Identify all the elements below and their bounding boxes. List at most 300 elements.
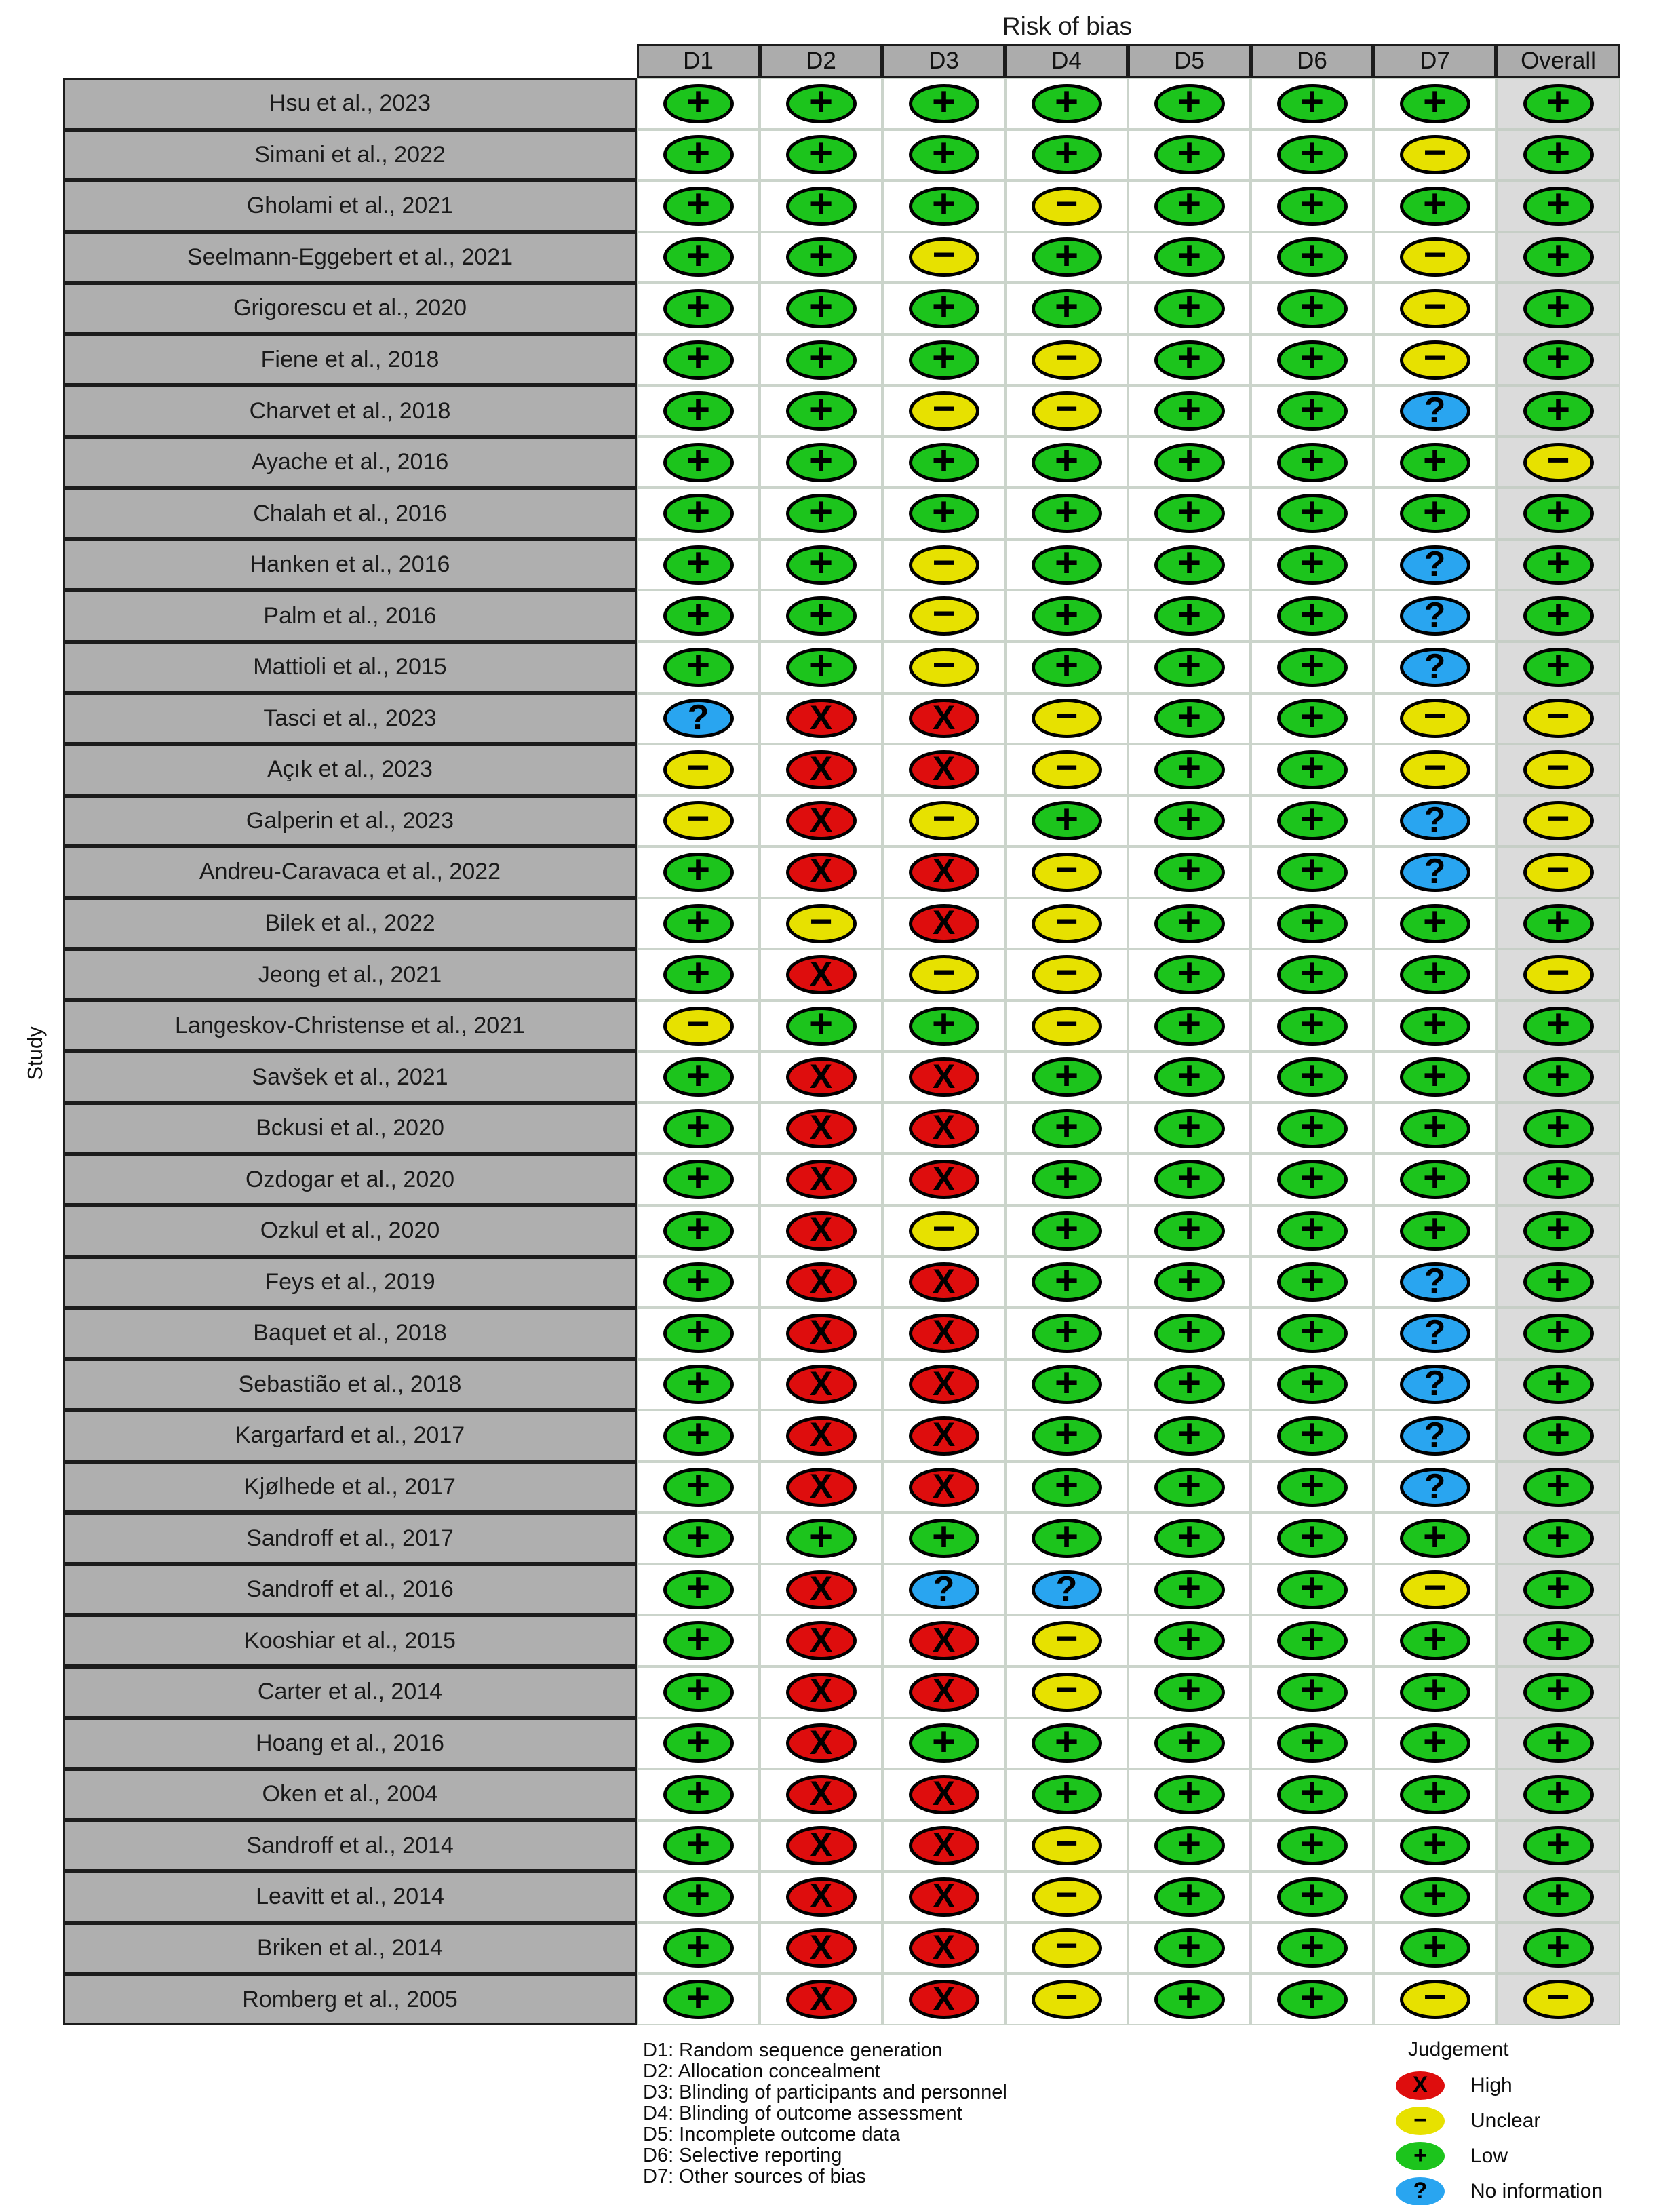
judgement-symbol: − [1423, 1565, 1447, 1609]
judgement-icon-low [1154, 1308, 1225, 1354]
judgement-cell [1251, 1051, 1373, 1103]
domain-definitions-legend [643, 2040, 1007, 2187]
judgement-icon-low [663, 1974, 734, 2021]
judgement-symbol: + [686, 437, 711, 484]
judgement-legend-item-high [1396, 2068, 1603, 2103]
judgement-icon-low [1400, 1001, 1470, 1047]
judgement-cell [1128, 1000, 1251, 1052]
judgement-cell [760, 1154, 882, 1205]
judgement-symbol: + [1300, 1820, 1325, 1867]
judgement-symbol: ? [1424, 391, 1446, 431]
judgement-icon-low [786, 130, 857, 176]
judgement-icon-high [909, 1416, 979, 1456]
judgement-icon-low [663, 1359, 734, 1405]
judgement-icon-high [786, 699, 857, 738]
judgement-symbol: + [1546, 1411, 1571, 1457]
judgement-symbol: + [1546, 488, 1571, 534]
column-header-d1: D1 [637, 44, 760, 78]
judgement-icon-low [663, 642, 734, 688]
judgement-symbol: + [1300, 1974, 1325, 2021]
judgement-symbol: + [1300, 796, 1325, 842]
judgement-cell [760, 1871, 882, 1923]
judgement-cell [760, 744, 882, 796]
judgement-cell [1128, 1718, 1251, 1770]
judgement-icon-unclear [1400, 130, 1470, 175]
judgement-cell [882, 1410, 1005, 1462]
judgement-icon-unclear [663, 745, 734, 789]
judgement-icon-high [786, 1980, 857, 2019]
judgement-symbol: + [1300, 1667, 1325, 1713]
judgement-symbol: + [808, 437, 834, 484]
judgement-cell [760, 949, 882, 1000]
judgement-icon-low [786, 79, 857, 125]
column-header-d7: D7 [1373, 44, 1496, 78]
judgement-icon-high [786, 1673, 857, 1712]
judgement-icon-low [663, 386, 734, 432]
judgement-icon-low [1277, 488, 1348, 534]
judgement-cell [1373, 1257, 1496, 1308]
judgement-cell [882, 539, 1005, 591]
judgement-cell [1373, 1974, 1496, 2025]
judgement-symbol: X [809, 1825, 833, 1864]
judgement-symbol: + [1546, 130, 1571, 176]
judgement-icon-low [1400, 1820, 1470, 1867]
judgement-cell [1251, 898, 1373, 950]
judgement-symbol: + [686, 1411, 711, 1457]
judgement-cell [1373, 130, 1496, 181]
judgement-cell [1005, 334, 1128, 386]
judgement-icon-low [786, 232, 857, 278]
judgement-icon-low [1154, 591, 1225, 637]
judgement-cell [882, 1564, 1005, 1616]
judgement-symbol: + [1177, 796, 1202, 842]
judgement-symbol: X [809, 1211, 833, 1249]
judgement-cell [760, 78, 882, 130]
judgement-cell [1373, 385, 1496, 437]
judgement-cell [1496, 1564, 1620, 1616]
judgement-icon-low [1032, 1770, 1102, 1816]
judgement-symbol: + [686, 1820, 711, 1867]
judgement-symbol: + [1054, 1770, 1079, 1816]
judgement-symbol: + [1300, 1565, 1325, 1611]
judgement-icon-unclear [1032, 899, 1102, 943]
judgement-cell [1128, 949, 1251, 1000]
study-label: Seelmann-Eggebert et al., 2021 [63, 232, 637, 284]
judgement-symbol: + [931, 1513, 956, 1559]
judgement-cell [882, 1923, 1005, 1974]
judgement-icon-high [909, 1980, 979, 2019]
judgement-symbol: X [932, 1313, 956, 1352]
judgement-cell [1373, 642, 1496, 693]
judgement-symbol: − [1423, 284, 1447, 328]
judgement-symbol: + [1177, 1257, 1202, 1303]
judgement-icon-low [1154, 1565, 1225, 1611]
judgement-icon-unclear [1032, 1975, 1102, 2019]
judgement-icon-unclear [1523, 847, 1594, 892]
judgement-icon-low [663, 1770, 734, 1816]
judgement-symbol: − [1055, 1872, 1078, 1917]
judgement-cell [637, 539, 760, 591]
judgement-cell [1496, 846, 1620, 898]
judgement-cell [1496, 1410, 1620, 1462]
judgement-symbol: + [686, 1667, 711, 1713]
judgement-symbol: + [1054, 796, 1079, 842]
study-label: Briken et al., 2014 [63, 1923, 637, 1974]
judgement-cell [637, 846, 760, 898]
judgement-symbol: + [1177, 1872, 1202, 1918]
study-label: Ozdogar et al., 2020 [63, 1154, 637, 1205]
judgement-symbol: + [1422, 1104, 1447, 1150]
judgement-symbol: + [1177, 1104, 1202, 1150]
judgement-icon-no_information [1400, 801, 1470, 840]
judgement-cell [1128, 846, 1251, 898]
judgement-cell [1373, 1051, 1496, 1103]
judgement-cell [637, 334, 760, 386]
judgement-symbol: + [1300, 79, 1325, 125]
judgement-cell [1128, 1871, 1251, 1923]
judgement-symbol: + [686, 1104, 711, 1150]
judgement-icon-low [1032, 1104, 1102, 1150]
judgement-cell [760, 283, 882, 334]
judgement-cell [882, 693, 1005, 745]
study-label: Tasci et al., 2023 [63, 693, 637, 745]
no_information-legend-icon [1396, 2177, 1445, 2205]
study-label: Sebastião et al., 2018 [63, 1359, 637, 1411]
judgement-icon-high [786, 1109, 857, 1148]
judgement-symbol: X [932, 1672, 956, 1711]
judgement-symbol: + [1300, 1616, 1325, 1662]
judgement-symbol: + [1177, 335, 1202, 380]
judgement-icon-low [663, 232, 734, 278]
judgement-legend-item-unclear [1396, 2103, 1603, 2139]
judgement-cell [1005, 796, 1128, 847]
judgement-cell [1251, 1205, 1373, 1257]
column-header-d4: D4 [1005, 44, 1128, 78]
judgement-cell [1496, 78, 1620, 130]
judgement-cell [1128, 1666, 1251, 1718]
judgement-symbol: + [1054, 1104, 1079, 1150]
judgement-symbol: X [809, 749, 833, 788]
judgement-symbol: + [1422, 1001, 1447, 1047]
judgement-symbol: X [809, 954, 833, 993]
judgement-cell [637, 1615, 760, 1666]
judgement-cell [1005, 488, 1128, 539]
judgement-symbol: + [1546, 1616, 1571, 1662]
study-label: Kargarfard et al., 2017 [63, 1410, 637, 1462]
judgement-symbol: + [1177, 899, 1202, 945]
judgement-cell [1251, 385, 1373, 437]
judgement-icon-low [1523, 1104, 1594, 1150]
judgement-cell [1128, 642, 1251, 693]
judgement-symbol: + [686, 847, 711, 893]
judgement-icon-low [1523, 335, 1594, 380]
judgement-cell [1251, 1923, 1373, 1974]
judgement-cell [882, 1974, 1005, 2025]
judgement-symbol: + [1546, 1462, 1571, 1508]
judgement-icon-unclear [909, 233, 979, 277]
judgement-symbol: + [1054, 1513, 1079, 1559]
judgement-cell [1128, 590, 1251, 642]
judgement-symbol: X [932, 1825, 956, 1864]
judgement-cell [760, 1000, 882, 1052]
judgement-symbol: + [1300, 488, 1325, 534]
judgement-cell [1128, 1923, 1251, 1974]
judgement-cell [637, 744, 760, 796]
judgement-icon-no_information [1400, 391, 1470, 431]
judgement-cell [1496, 437, 1620, 488]
judgement-symbol: − [1423, 745, 1447, 789]
judgement-icon-low [1400, 1718, 1470, 1764]
judgement-cell [1251, 130, 1373, 181]
judgement-cell [1128, 1308, 1251, 1359]
judgement-icon-high [909, 1775, 979, 1814]
judgement-symbol: + [1300, 1923, 1325, 1969]
judgement-symbol: X [932, 1467, 956, 1506]
judgement-symbol: + [1177, 642, 1202, 688]
judgement-icon-low [1400, 1923, 1470, 1969]
judgement-cell [760, 590, 882, 642]
judgement-symbol: + [686, 1872, 711, 1918]
judgement-icon-unclear [909, 950, 979, 995]
chart-title: Risk of bias [1002, 12, 1133, 40]
judgement-cell [637, 1205, 760, 1257]
judgement-cell [1496, 1308, 1620, 1359]
study-label: Kjølhede et al., 2017 [63, 1462, 637, 1513]
high-legend-icon [1396, 2071, 1445, 2100]
judgement-symbol: X [932, 1262, 956, 1300]
judgement-symbol: − [686, 745, 710, 789]
study-label: Andreu-Caravaca et al., 2022 [63, 846, 637, 898]
judgement-icon-low [1154, 437, 1225, 484]
judgement-icon-low [1277, 1308, 1348, 1354]
judgement-cell [1128, 232, 1251, 284]
judgement-icon-low [1523, 130, 1594, 176]
judgement-symbol: + [1177, 1052, 1202, 1098]
judgement-symbol: + [1546, 284, 1571, 330]
judgement-symbol: X [809, 1569, 833, 1608]
judgement-symbol: − [1546, 437, 1570, 482]
judgement-icon-low [1523, 1462, 1594, 1508]
judgement-symbol: − [1546, 694, 1570, 739]
judgement-icon-low [663, 1462, 734, 1508]
study-label: Kooshiar et al., 2015 [63, 1615, 637, 1666]
judgement-icon-low [1523, 488, 1594, 534]
judgement-symbol: X [932, 749, 956, 788]
column-header-d3: D3 [882, 44, 1005, 78]
judgement-cell [760, 1923, 882, 1974]
judgement-symbol: + [1546, 335, 1571, 380]
judgement-cell [1373, 1871, 1496, 1923]
judgement-cell [1373, 1615, 1496, 1666]
judgement-cell [637, 693, 760, 745]
judgement-cell [637, 385, 760, 437]
judgement-symbol: X [809, 1467, 833, 1506]
domain-definition: D6: Selective reporting [643, 2145, 842, 2166]
judgement-cell [637, 1564, 760, 1616]
judgement-symbol: + [1177, 130, 1202, 176]
judgement-cell [637, 232, 760, 284]
judgement-cell [882, 1257, 1005, 1308]
judgement-icon-low [663, 1616, 734, 1662]
judgement-symbol: + [1422, 1513, 1447, 1559]
judgement-symbol: + [1300, 1770, 1325, 1816]
study-label: Bckusi et al., 2020 [63, 1103, 637, 1154]
judgement-cell [1005, 1359, 1128, 1411]
judgement-icon-high [909, 1621, 979, 1660]
judgement-cell [882, 796, 1005, 847]
judgement-icon-low [1277, 796, 1348, 842]
judgement-icon-high [909, 750, 979, 789]
judgement-icon-low [786, 437, 857, 484]
judgement-cell [1251, 334, 1373, 386]
judgement-symbol: − [686, 1001, 710, 1046]
judgement-cell [637, 1000, 760, 1052]
judgement-icon-low [1032, 1154, 1102, 1201]
judgement-cell [882, 1103, 1005, 1154]
judgement-symbol: ? [1424, 646, 1446, 686]
judgement-symbol: + [1177, 1359, 1202, 1405]
judgement-cell [1251, 1308, 1373, 1359]
judgement-cell [1373, 1666, 1496, 1718]
judgement-cell [1128, 283, 1251, 334]
judgement-cell [1373, 1359, 1496, 1411]
judgement-icon-unclear [663, 1001, 734, 1046]
judgement-icon-high [786, 1160, 857, 1199]
judgement-cell [1373, 1718, 1496, 1770]
judgement-symbol: + [1054, 437, 1079, 484]
judgement-symbol: − [1546, 745, 1570, 789]
judgement-icon-low [1400, 1154, 1470, 1201]
judgement-icon-low [663, 899, 734, 945]
judgement-icon-low [1154, 796, 1225, 842]
judgement-cell [1005, 1000, 1128, 1052]
judgement-legend-label: No information [1470, 2180, 1603, 2202]
judgement-cell [1251, 283, 1373, 334]
judgement-symbol: + [1422, 1052, 1447, 1098]
judgement-cell [1496, 796, 1620, 847]
judgement-icon-high [909, 1109, 979, 1148]
judgement-cell [760, 1359, 882, 1411]
judgement-symbol: + [1422, 1872, 1447, 1918]
judgement-cell [760, 1564, 882, 1616]
judgement-cell [1005, 539, 1128, 591]
judgement-cell [1128, 1513, 1251, 1564]
judgement-symbol: + [931, 1718, 956, 1764]
judgement-cell [1128, 1974, 1251, 2025]
judgement-symbol: + [1177, 1667, 1202, 1713]
judgement-symbol: − [1055, 694, 1078, 739]
judgement-icon-high [909, 1262, 979, 1302]
judgement-symbol: − [1055, 745, 1078, 789]
judgement-cell [1373, 1154, 1496, 1205]
judgement-symbol: + [1177, 1820, 1202, 1867]
judgement-symbol: + [1177, 1001, 1202, 1047]
judgement-icon-high [786, 1416, 857, 1456]
judgement-icon-low [1523, 1718, 1594, 1764]
judgement-symbol: X [932, 903, 956, 942]
judgement-cell [1128, 539, 1251, 591]
judgement-cell [760, 1769, 882, 1820]
judgement-cell [1373, 846, 1496, 898]
judgement-icon-low [1277, 386, 1348, 432]
judgement-icon-high [786, 1057, 857, 1097]
judgement-symbol: + [686, 232, 711, 278]
judgement-icon-low [909, 335, 979, 380]
judgement-cell [760, 642, 882, 693]
judgement-symbol: − [1546, 1975, 1570, 2019]
judgement-cell [1005, 1205, 1128, 1257]
column-header-overall: Overall [1496, 44, 1620, 78]
judgement-symbol: + [1300, 1257, 1325, 1303]
study-label: Leavitt et al., 2014 [63, 1871, 637, 1923]
judgement-symbol: + [1300, 1104, 1325, 1150]
judgement-cell [637, 1154, 760, 1205]
judgement-symbol: + [686, 1052, 711, 1098]
judgement-icon-low [1523, 1923, 1594, 1969]
judgement-symbol: + [686, 1308, 711, 1354]
judgement-cell [1005, 744, 1128, 796]
judgement-icon-unclear [786, 899, 857, 943]
judgement-cell [1005, 180, 1128, 232]
judgement-cell [637, 1359, 760, 1411]
judgement-cell [1005, 283, 1128, 334]
judgement-cell [1005, 590, 1128, 642]
judgement-symbol: + [1054, 130, 1079, 176]
judgement-symbol: + [1300, 950, 1325, 996]
judgement-cell [1005, 1666, 1128, 1718]
judgement-symbol: + [1054, 284, 1079, 330]
judgement-icon-unclear [1523, 1975, 1594, 2019]
judgement-symbol: + [808, 386, 834, 432]
judgement-icon-low [1400, 1052, 1470, 1098]
judgement-cell [1496, 1205, 1620, 1257]
judgement-cell [637, 488, 760, 539]
judgement-symbol: + [1422, 1206, 1447, 1252]
judgement-cell [760, 1513, 882, 1564]
judgement-cell [637, 130, 760, 181]
judgement-symbol: + [1177, 1770, 1202, 1816]
judgement-cell [1496, 898, 1620, 950]
judgement-cell [1251, 1154, 1373, 1205]
judgement-cell [1496, 744, 1620, 796]
judgement-cell [1373, 744, 1496, 796]
judgement-cell [1373, 78, 1496, 130]
judgement-cell [1496, 1103, 1620, 1154]
study-label: Charvet et al., 2018 [63, 385, 637, 437]
judgement-cell [1005, 1615, 1128, 1666]
judgement-cell [637, 283, 760, 334]
judgement-cell [1251, 232, 1373, 284]
judgement-cell [637, 437, 760, 488]
unclear-legend-icon [1396, 2107, 1445, 2135]
judgement-cell [1005, 1513, 1128, 1564]
judgement-icon-high [909, 699, 979, 738]
judgement-icon-low [1154, 1154, 1225, 1201]
judgement-legend-label: Low [1470, 2145, 1508, 2167]
judgement-symbol: X [809, 1928, 833, 1966]
judgement-symbol: + [1054, 591, 1079, 637]
judgement-icon-unclear [1032, 181, 1102, 226]
judgement-symbol: X [809, 1774, 833, 1813]
judgement-cell [1005, 78, 1128, 130]
judgement-icon-high [909, 1826, 979, 1865]
judgement-cell [760, 846, 882, 898]
study-label: Ozkul et al., 2020 [63, 1205, 637, 1257]
study-label: Sandroff et al., 2016 [63, 1564, 637, 1616]
judgement-cell [1496, 590, 1620, 642]
judgement-symbol: + [686, 1462, 711, 1508]
judgement-icon-low [1523, 642, 1594, 688]
